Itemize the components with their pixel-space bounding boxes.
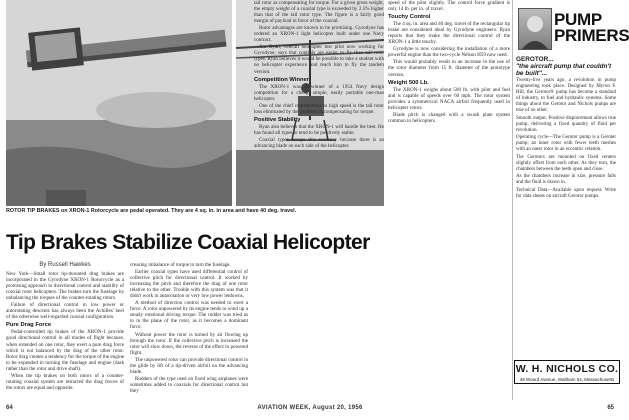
ad-paragraph: As the chambers increase in size, pressure falls and the fluid is drawn in. [516, 174, 616, 186]
advertiser-address: 48 Woerd Avenue, Waltham 54, Massachusetts [519, 376, 615, 382]
paragraph: This would probably result in an increase in the use of the rotor diameter from 15 ft. diameter of the prototype version. [388, 59, 510, 78]
ad-subhead: "the aircraft pump that couldn't be built"... [516, 63, 612, 78]
subheading: Positive Stability [254, 116, 301, 123]
paragraph: speed of the pilot slightly. The control force gradient is only 14 lb. per in. of travel. [388, 0, 510, 13]
article-headline: Tip Brakes Stabilize Coaxial Helicopter [6, 231, 370, 254]
ad-title [554, 12, 629, 44]
ad-paragraph: Smooth output. Positive displacement allows true pump, delivering a fixed quantity of fluid per revolution. [516, 115, 616, 133]
paragraph: New York—Small rotor tip-mounted drag brakes are incorporated in the Gyrodyne XRON-1 Rotorcycle as a promising approach to directional control and stability of coaxial rotor helicopters. The brakes turn the fuselage by unbalancing the torques of the counter-rotating rotors. [6, 271, 124, 302]
subheading: Weight 500 Lb. [388, 79, 429, 86]
paragraph: When the tip brakes on both rotors of a counter-rotating coaxial system are retracted the drag forces of the rotors are equal and opposite. [6, 372, 124, 391]
ad-title-line-2: PRIMERS [554, 26, 629, 45]
paragraph: Rotor advantages are known to be promising. Gyrodyne has ordered an XRON-1 light helicopter built under one Navy contract. [254, 25, 384, 44]
ad-paragraph: Technical Data—Available upon request. Write for data sheets on aircraft Gerotor pumps. [516, 187, 616, 199]
column-divider [512, 0, 513, 400]
page-number-right: 65 [607, 405, 614, 411]
paragraph: Blade pitch is changed with a swash plate system common to helicopters. [388, 111, 510, 124]
ad-paragraph: The Gerotors are mounted on fixed centers slightly offset from each other. As they turn, the chambers between the teeth open and close. [516, 154, 616, 172]
paragraph: A method of direction control was needed to exert a force. A rotor unpowered by its engine tends to wind up a steady rotational driving torque. The rudder was tried as to in the plane of the rotor, as it becomes a dominant force. [130, 300, 248, 331]
ad-headline [516, 56, 616, 78]
paragraph: One of the chief contributions to high speed is the tail rotor loss eliminated by the problem of compensating for torque. [254, 102, 384, 115]
paragraph: The XRON-1 was co-winner of a 1954 Navy design competition for a cheap, simple, easily portable one-man helicopter. [254, 83, 384, 102]
paragraph: Pedal-controlled tip brakes of the XRON-1 provide good directional control in all modes of flight because, when extended on one rotor, they exert a pure drag force which is not balanced by the drag of the other rotor. Rotor drag creates a tendency for the torque of the engine to be expended in turning the fuselage and engine (dark rather than the rotor and drive shaft). [6, 329, 124, 372]
paragraph: Without power the rotor is turned by air flowing up through the rotor. If the collective pitch is increased the rotor will slow down, the reverse of the effect in powered flight. [130, 331, 248, 356]
paragraph: Ryan also believes that the XRON-1 will handle the best. He has found all types to tend to be positively stable. [254, 123, 384, 136]
subheading: Competition Winner [254, 76, 310, 83]
portrait-photo [518, 8, 552, 50]
article-column-2 [130, 262, 248, 399]
page-footer [6, 403, 614, 415]
pump-primers-ad [514, 0, 629, 420]
article-column-4 [388, 0, 510, 399]
publication-date: AVIATION WEEK, August 20, 1956 [257, 405, 363, 411]
ad-title-line-1: PUMP [554, 10, 602, 29]
paragraph: Coaxial types escape this tendency because there is an advancing blade on each side of the helicopter. [254, 136, 384, 150]
paragraph: Jim Ryan, veteran helicopter test pilot now working for Gyrodyne, says that controls are easier to fly than tail rotor types. Ryan believes it would be possible to take a student with no helicopter experience and teach him to fly the tandem version. [254, 44, 384, 75]
paragraph: Failure of directional control in low power or autorotating descents has always been the Achilles' heel of the otherwise well-regarded coaxial configuration. [6, 302, 124, 321]
advertiser-box [514, 360, 620, 384]
subheading: Touchy Control [388, 14, 431, 21]
subheading: Pure Drag Force [6, 322, 52, 329]
caption-lead: ROTOR TIP BRAKES on XRON-1 Rotorcycle are pedal operated. [6, 208, 170, 214]
byline: By Russell Hawkes [39, 262, 91, 268]
paragraph: Rudders of the type used on fixed wing airplanes were sometimes added to coaxials for directional control but they [130, 375, 248, 394]
rotor-tip-brake-photo [6, 0, 232, 206]
paragraph: creasing imbalance of torque to turn the fuselage. [130, 262, 231, 268]
advertiser-name: W. H. NICHOLS CO. [515, 362, 619, 375]
caption-rest: They are 4 sq. in. in area and have 40 deg. travel. [171, 208, 297, 214]
paragraph: Gyrodyne is now considering the installation of a more powerful engine than the two-cycle Nelson H59 now used. [388, 46, 510, 59]
ad-paragraph: Operating cycle—The Gerotor pump is a Geroter pump; an inner rotor with fewer teeth meshes with an outer rotor in an eccentric relation. [516, 135, 616, 153]
article-column-1 [6, 271, 124, 399]
paragraph: Earlier coaxial types have used differential control of collective pitch for directional control. It worked by increasing the pitch and therefore the drag of one rotor relative to the other. Trouble with this system was that it didn't work in autorotation or very low power letdowns. [130, 269, 248, 300]
article-column-3 [254, 0, 384, 399]
ad-body [516, 78, 616, 350]
page-number-left: 64 [6, 405, 13, 411]
paragraph: tail rotor as compensating for torque. For a given gross weight, the empty weight of a coaxial type is exceeded by 2.5% higher than that of the tail rotor type. The figure is a fairly good margin of payload in favor of the coaxial. [254, 0, 384, 25]
paragraph: The XRON-1 weighs about 500 lb. with pilot and fuel and is capable of speeds over 60 mph. The rotor system provides a symmetrical NACA airfoil frequently used in helicopter rotors. [388, 86, 510, 111]
ad-headline-main: GEROTOR... [516, 56, 554, 63]
ad-paragraph: Twenty-five years ago, a revolution in pump engineering took place. Designed by Myron F. Hill, the Gerotor® pump has become a standard of industry, to fuel and hydraulic systems. Some things about the Gerotor and Nichols pumps are true of no other. [516, 78, 616, 113]
paragraph: The unpowered rotor can provide directional control in the glide by lift of a tip-driven airfoil on the advancing blade. [130, 356, 248, 375]
paragraph: The 4 sq. in. area and 40 deg. travel of the rectangular tip brake are considered ideal by Gyrodyne engineers. Ryan reports that they make the directional control of the XRON-1 a little touchy. [388, 21, 510, 46]
